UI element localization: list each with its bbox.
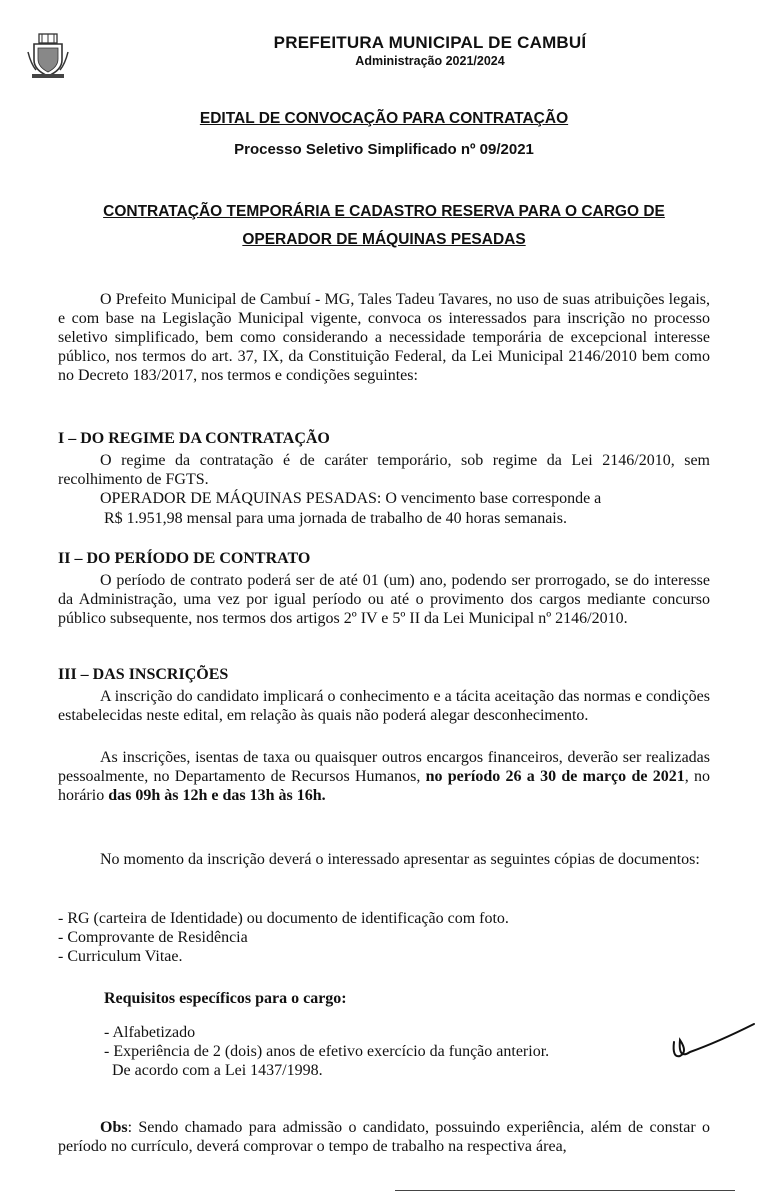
municipal-crest-icon [26,30,70,80]
section3-heading: III – DAS INSCRIÇÕES [58,666,229,683]
contratacao-title-line2: OPERADOR DE MÁQUINAS PESADAS [242,231,526,248]
obs-paragraph [58,1118,710,1156]
processo-number: Processo Seletivo Simplificado nº 09/2021 [234,141,534,158]
section1-salary-line1: OPERADOR DE MÁQUINAS PESADAS: O vencimento base corresponde a [100,490,602,507]
contratacao-title-line1: CONTRATAÇÃO TEMPORÁRIA E CADASTRO RESERVA PARA O CARGO DE [103,203,665,220]
obs-label: Obs [100,1119,128,1136]
footer-divider [395,1190,735,1191]
documento-item: - RG (carteira de Identidade) ou documento de identificação com foto. [58,910,509,927]
requisito-item: De acordo com a Lei 1437/1998. [104,1062,323,1079]
header-title: PREFEITURA MUNICIPAL DE CAMBUÍ [273,33,587,52]
handwritten-signature [668,1020,758,1065]
documentos-intro: No momento da inscrição deverá o interessado apresentar as seguintes cópias de documentos: [100,851,700,868]
section1-paragraph1: O regime da contratação é de caráter temporário, sob regime da Lei 2146/2010, sem recolhimento de FGTS. [58,452,710,488]
section3-paragraph1: A inscrição do candidato implicará o conhecimento e a tácita aceitação das normas e condições estabelecidas neste edital, em relação às quais não poderá alegar desconhecimento. [58,688,710,724]
documento-item: - Comprovante de Residência [58,929,248,946]
intro-paragraph: O Prefeito Municipal de Cambuí - MG, Tales Tadeu Tavares, no uso de suas atribuições legais, e com base na Legislação Municipal vigente, convoca os interessados para inscrição no processo seletivo simplificado, bem como considerando a necessidade temporária de excepcional interesse público, nos termos do art. 37, IX, da Constituição Federal, da Lei Municipal 2146/2010 bem como no Decreto 183/2017, nos termos e condições seguintes: [58,291,710,384]
obs-text: : Sendo chamado para admissão o candidato, possuindo experiência, além de constar o período no currículo, deverá comprovar o tempo de trabalho na respectiva área, [58,1119,710,1155]
inscricoes-periodo: no período 26 a 30 de março de 2021 [425,768,685,785]
section2-heading: II – DO PERÍODO DE CONTRATO [58,550,311,567]
section2-paragraph1: O período de contrato poderá ser de até 01 (um) ano, podendo ser prorrogado, se do interesse da Administração, uma vez por igual período ou até o provimento dos cargos mediante concurso público subsequente, nos termos dos artigos 2º IV e 5º II da Lei Municipal nº 2146/2010. [58,572,710,627]
requisitos-heading: Requisitos específicos para o cargo: [104,990,347,1007]
inscricoes-horario-label: , no horário [58,768,710,804]
section3-paragraph2 [58,748,710,805]
section1-heading: I – DO REGIME DA CONTRATAÇÃO [58,430,330,447]
inscricoes-horario: das 09h às 12h e das 13h às 16h. [108,787,326,804]
section1-salary-line2: R$ 1.951,98 mensal para uma jornada de trabalho de 40 horas semanais. [104,510,567,527]
edital-title: EDITAL DE CONVOCAÇÃO PARA CONTRATAÇÃO [199,110,569,127]
header-subtitle: Administração 2021/2024 [355,54,505,68]
inscricoes-text: As inscrições, isentas de taxa ou quaisquer outros encargos financeiros, deverão ser realizadas pessoalmente, no Departamento de Recursos Humanos, [58,749,710,785]
documento-item: - Curriculum Vitae. [58,948,183,965]
requisito-item: - Experiência de 2 (dois) anos de efetivo exercício da função anterior. [104,1043,550,1060]
requisito-item: - Alfabetizado [104,1024,196,1041]
